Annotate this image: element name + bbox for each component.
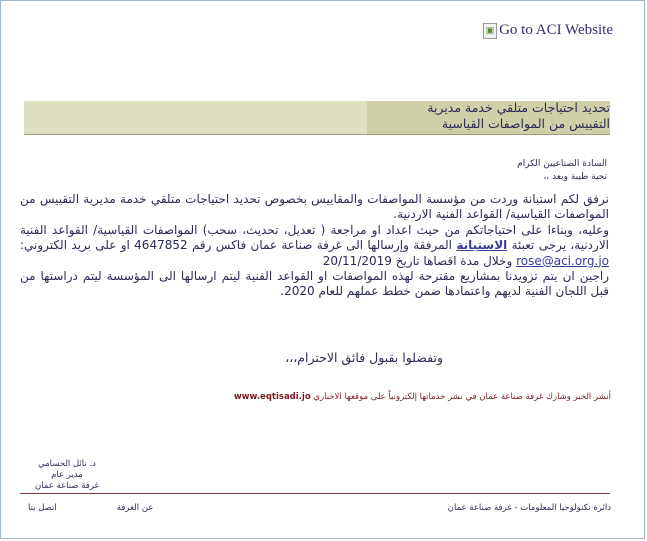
broken-image-icon: ▣ bbox=[483, 23, 497, 39]
footer-divider bbox=[20, 493, 610, 494]
body-p2-after: وخلال مدة اقصاها تاريخ 20/11/2019 bbox=[322, 253, 517, 268]
promo-text: أنشر الخبر وشارك غرفة صناعة عمان في نشر خدماتها إلكترونياً على موقعها الاخباري bbox=[313, 392, 611, 402]
footer-department: دائرة تكنولوجيا المعلومات - غرفة صناعة عمان bbox=[447, 503, 611, 513]
page-title-line-2: التقييس من المواصفات القياسية bbox=[441, 116, 610, 131]
closing-line: وتفضلوا بقبول فائق الاحترام،،، bbox=[285, 350, 443, 365]
body-paragraph-2 bbox=[20, 223, 609, 269]
logo-alt-text: Go to ACI Website bbox=[499, 22, 613, 38]
survey-link[interactable]: الاستبانة bbox=[456, 238, 508, 253]
signature-block bbox=[14, 459, 120, 492]
title-underline bbox=[24, 134, 610, 135]
footer-contact-link[interactable]: اتصل بنا bbox=[28, 503, 57, 513]
footer-about-link[interactable]: عن الغرفة bbox=[116, 503, 154, 513]
regards: تحية طيبة وبعد ،، bbox=[543, 172, 607, 182]
promo-line bbox=[234, 392, 611, 402]
greeting bbox=[517, 158, 607, 184]
salutation: السادة الصناعيين الكرام bbox=[517, 159, 607, 169]
signature-org: غرفة صناعة عمان bbox=[35, 481, 99, 491]
body-p2-before: وعليه، وبناءا على احتياجاتكم من حيث اعداد او مراجعة ( تعديل، تحديث، سحب) المواصفات القياسية/ القواعد الفنية الاردنية، يرجى تعبئة bbox=[20, 222, 609, 253]
footer-links bbox=[28, 503, 153, 513]
body-paragraph-1: نرفق لكم استبانة وردت من مؤسسة المواصفات والمقاييس بخصوص تحديد احتياجات متلقي خدمة مديرية التقييس من المواصفات القياسية/ القواعد الفنية الاردنية. bbox=[20, 192, 609, 222]
page-title bbox=[350, 100, 610, 132]
aci-website-link[interactable] bbox=[483, 22, 613, 39]
message-body bbox=[20, 192, 609, 300]
signature-role: مدير عام bbox=[51, 470, 83, 480]
body-paragraph-3: راجين ان يتم تزويدنا بمشاريع مقترحة لهذه المواصفات او القواعد الفنية ليتم ارسالها الى المؤسسة ليتم دراستها من قبل اللجان الفنية لديهم واعتمادها ضمن خطط عملهم للعام 2020. bbox=[20, 269, 609, 299]
page-title-line-1: تحديد احتياجات متلقي خدمة مديرية bbox=[427, 100, 610, 115]
signature-name: د. نائل الحسامي bbox=[38, 459, 96, 469]
promo-link[interactable]: www.eqtisadi.jo bbox=[233, 392, 311, 402]
body-p2-middle: المرفقة وإرسالها الى غرفة صناعة عمان فاكس رقم 4647852 او على بريد الكتروني: bbox=[20, 238, 457, 253]
email-link[interactable]: rose@aci.org.jo bbox=[516, 253, 609, 268]
